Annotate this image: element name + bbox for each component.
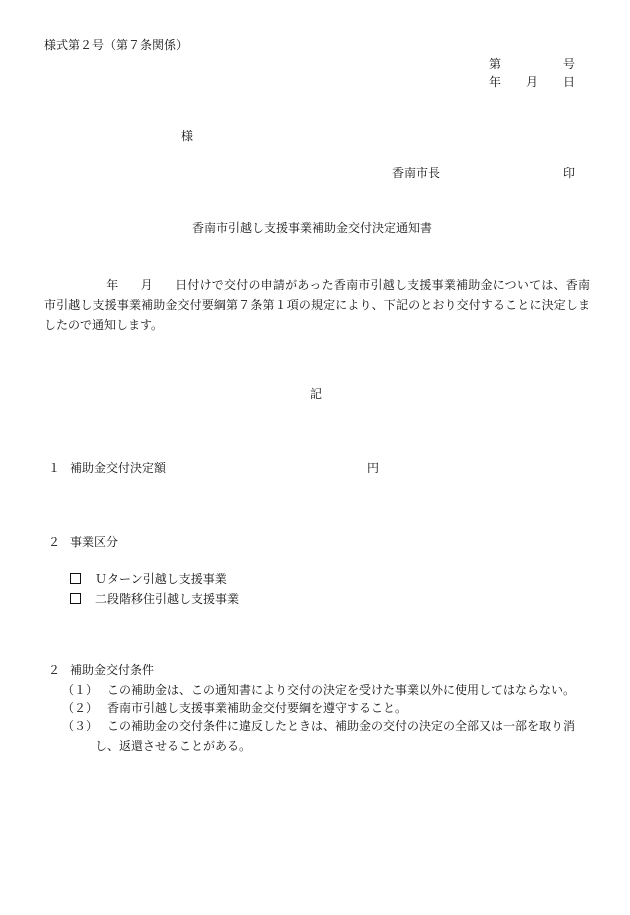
section3-number: ２ bbox=[48, 663, 61, 677]
body-date-year: 年 bbox=[106, 278, 119, 292]
recipient-honorific: 様 bbox=[181, 129, 194, 143]
uturn-checkbox[interactable] bbox=[70, 573, 81, 584]
section1-label: 補助金交付決定額 bbox=[70, 461, 167, 475]
body-text: 日付けで交付の申請があった香南市引越し支援事業補助金については、香南市引越し支援事業補助金交付要綱第７条第１項の規定により、下記のとおり交付することに決定しましたので通知します。 bbox=[44, 278, 590, 332]
condition-number: （１） bbox=[62, 683, 99, 697]
uturn-option-label: Ｕターン引越し支援事業 bbox=[95, 572, 227, 586]
section1-number: １ bbox=[48, 461, 61, 475]
notice-body bbox=[44, 275, 590, 335]
doc-number-prefix: 第 bbox=[489, 57, 502, 71]
date-day: 日 bbox=[563, 75, 576, 89]
date-month: 月 bbox=[526, 75, 539, 89]
condition-text: この補助金の交付条件に違反したときは、補助金の交付の決定の全部又は一部を取り消し、返還させることがある。 bbox=[95, 719, 576, 753]
section1-unit: 円 bbox=[367, 461, 380, 475]
seal-mark: 印 bbox=[563, 166, 576, 180]
condition-text: この補助金は、この通知書により交付の決定を受けた事業以外に使用してはならない。 bbox=[107, 683, 576, 697]
section2-number: ２ bbox=[48, 535, 61, 549]
document-title: 香南市引越し支援事業補助金交付決定通知書 bbox=[192, 221, 433, 235]
section2-label: 事業区分 bbox=[70, 535, 119, 549]
doc-number-suffix: 号 bbox=[563, 57, 576, 71]
condition-text: 香南市引越し支援事業補助金交付要綱を遵守すること。 bbox=[107, 701, 408, 715]
date-year: 年 bbox=[489, 75, 502, 89]
condition-number: （２） bbox=[62, 701, 99, 715]
ki-mark: 記 bbox=[310, 387, 323, 401]
body-date-month: 月 bbox=[140, 278, 153, 292]
two-stage-checkbox[interactable] bbox=[70, 593, 81, 604]
two-stage-option-label: 二段階移住引越し支援事業 bbox=[95, 592, 240, 606]
form-label: 様式第２号（第７条関係） bbox=[44, 38, 189, 52]
section3-label: 補助金交付条件 bbox=[70, 663, 155, 677]
condition-number: （３） bbox=[62, 719, 99, 733]
sender-title: 香南市長 bbox=[392, 166, 441, 180]
